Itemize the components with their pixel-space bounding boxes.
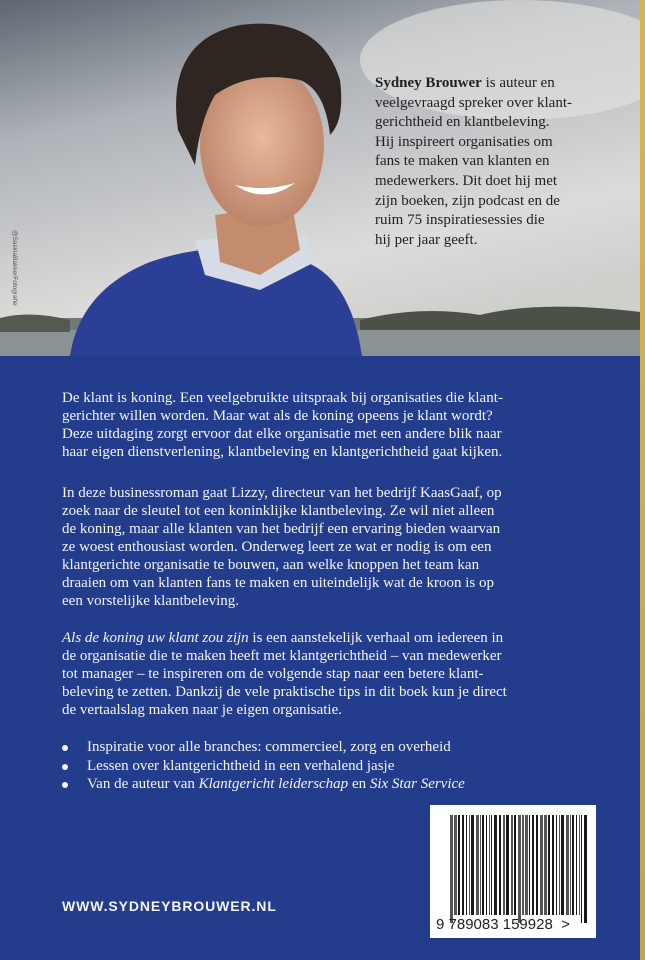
- barcode-bar: [532, 815, 534, 915]
- blurb-paragraph-1: [62, 389, 503, 461]
- barcode-bar: [540, 815, 543, 915]
- bullet-item: [62, 738, 465, 757]
- bullet-icon: [62, 745, 68, 751]
- text-line: beleving te zetten. Dankzij de vele praktische tips in dit boek kun je direct: [62, 684, 507, 700]
- book-title: Six Star Service: [369, 776, 465, 792]
- bullet-text: Van de auteur van: [87, 776, 199, 792]
- barcode-bar: [556, 815, 557, 915]
- website-url: WWW.SYDNEYBROUWER.NL: [62, 898, 277, 914]
- isbn-digits: 9 789083 159928: [436, 916, 553, 933]
- text-line: draaien om van klanten fans te maken en uiteindelijk wat de kroon is op: [62, 575, 494, 591]
- text-line: de koning, maar alle klanten van het bedrijf een ervaring bieden waarvan: [62, 521, 501, 537]
- isbn-number: [436, 916, 570, 933]
- barcode-bar: [579, 815, 580, 915]
- text-segment: is een aanstekelijk verhaal om iedereen in: [248, 630, 504, 646]
- text-line: klantgerichte organisatie te bouwen, aan welke knoppen het team kan: [62, 557, 480, 573]
- barcode-bar: [572, 815, 574, 915]
- text-line: ze woest enthousiast worden. Onderweg leert ze wat er nodig is om een: [62, 539, 492, 555]
- barcode-bar: [499, 815, 501, 915]
- barcode-bar: [450, 815, 453, 923]
- bio-line: Hij inspireert organisaties om: [375, 133, 553, 150]
- text-line: In deze businessroman gaat Lizzy, directeur van het bedrijf KaasGaaf, op: [62, 485, 502, 501]
- barcode-bar: [518, 815, 521, 923]
- barcode-bar: [480, 815, 481, 915]
- bullet-item: [62, 757, 465, 776]
- bullet-text: Inspiratie voor alle branches: commercieel, zorg en overheid: [87, 739, 451, 755]
- book-title: Als de koning uw klant zou zijn: [62, 630, 249, 646]
- text-line: De klant is koning. Een veelgebruikte uitspraak bij organisaties die klant-: [62, 390, 503, 406]
- barcode-bar: [561, 815, 564, 915]
- barcode-bar: [476, 815, 479, 915]
- barcode-bar: [581, 815, 582, 923]
- barcode-bar: [503, 815, 505, 915]
- text-line: gerichter willen worden. Maar wat als de koning opeens je klant wordt?: [62, 408, 493, 424]
- text-line: de vertaalslag maken naar je eigen organisatie.: [62, 702, 343, 718]
- photo-credit: @SaskiaBakkerFotografie: [11, 230, 18, 306]
- barcode-bar: [570, 815, 571, 915]
- barcode-bar: [536, 815, 538, 915]
- bio-line: ruim 75 inspiratiesessies die: [375, 212, 545, 229]
- barcode-bar: [471, 815, 474, 915]
- bio-text: is auteur en: [481, 75, 555, 91]
- text-line: de organisatie die te maken heeft met klantgerichtheid – van medewerker: [62, 648, 502, 664]
- barcode-bar: [458, 815, 460, 915]
- barcode-bar: [469, 815, 470, 915]
- spine-edge: [640, 0, 645, 960]
- bio-line: zijn boeken, zijn podcast en de: [375, 192, 560, 209]
- bio-line: medewerkers. Dit doet hij met: [375, 172, 558, 189]
- bullet-icon: [62, 782, 68, 788]
- text-line: zoek naar de sleutel tot een koninklijke klantbeleving. Ze wil niet alleen: [62, 503, 495, 519]
- text-line: haar eigen dienstverlening, klantbeleving en klantgerichtheid gaat kijken.: [62, 444, 503, 460]
- barcode-bar: [489, 815, 490, 915]
- bullet-item: [62, 775, 465, 794]
- barcode-bar: [494, 815, 497, 915]
- bio-line: gerichtheid en klantbeleving.: [375, 114, 550, 131]
- bio-line: hij per jaar geeft.: [375, 231, 478, 248]
- author-bio: [375, 74, 572, 250]
- barcode-bar: [491, 815, 492, 915]
- bio-line: fans te maken van klanten en: [375, 153, 550, 170]
- blurb-paragraph-3: [62, 629, 507, 719]
- barcode-bar: [525, 815, 528, 915]
- isbn-barcode: [430, 805, 596, 938]
- bullet-text: Lessen over klantgerichtheid in een verhalend jasje: [87, 757, 395, 774]
- barcode-bar: [511, 815, 513, 915]
- barcode-bar: [482, 815, 484, 915]
- blurb-paragraph-2: [62, 484, 502, 610]
- quiet-zone-marker: >: [561, 916, 570, 933]
- barcode-bar: [552, 815, 554, 915]
- bullet-text: en: [348, 776, 370, 792]
- text-line: Deze uitdaging zorgt ervoor dat elke organisatie met een andere blik naar: [62, 426, 502, 442]
- barcode-bar: [566, 815, 569, 915]
- barcode-bar: [559, 815, 560, 915]
- text-line: tot manager – te inspireren om de volgende stap naar een betere klant-: [62, 666, 484, 682]
- barcode-bar: [576, 815, 577, 915]
- book-title: Klantgericht leiderschap: [198, 776, 349, 792]
- barcode-bar: [522, 815, 524, 915]
- barcode-bar: [514, 815, 516, 915]
- bio-line: veelgevraagd spreker over klant-: [375, 94, 572, 111]
- barcode-bar: [506, 815, 509, 915]
- barcode-bar: [529, 815, 530, 915]
- bullet-list: [62, 738, 465, 794]
- text-line: een vorstelijke klantbeleving.: [62, 593, 240, 609]
- barcode-bar: [544, 815, 547, 915]
- bullet-icon: [62, 764, 68, 770]
- barcode-bar: [486, 815, 487, 915]
- barcode-bar: [548, 815, 550, 915]
- author-name: Sydney Brouwer: [375, 75, 482, 91]
- barcode-bar: [462, 815, 464, 915]
- barcode-bar: [454, 815, 457, 915]
- barcode-bar: [466, 815, 467, 915]
- barcode-bar: [584, 815, 587, 923]
